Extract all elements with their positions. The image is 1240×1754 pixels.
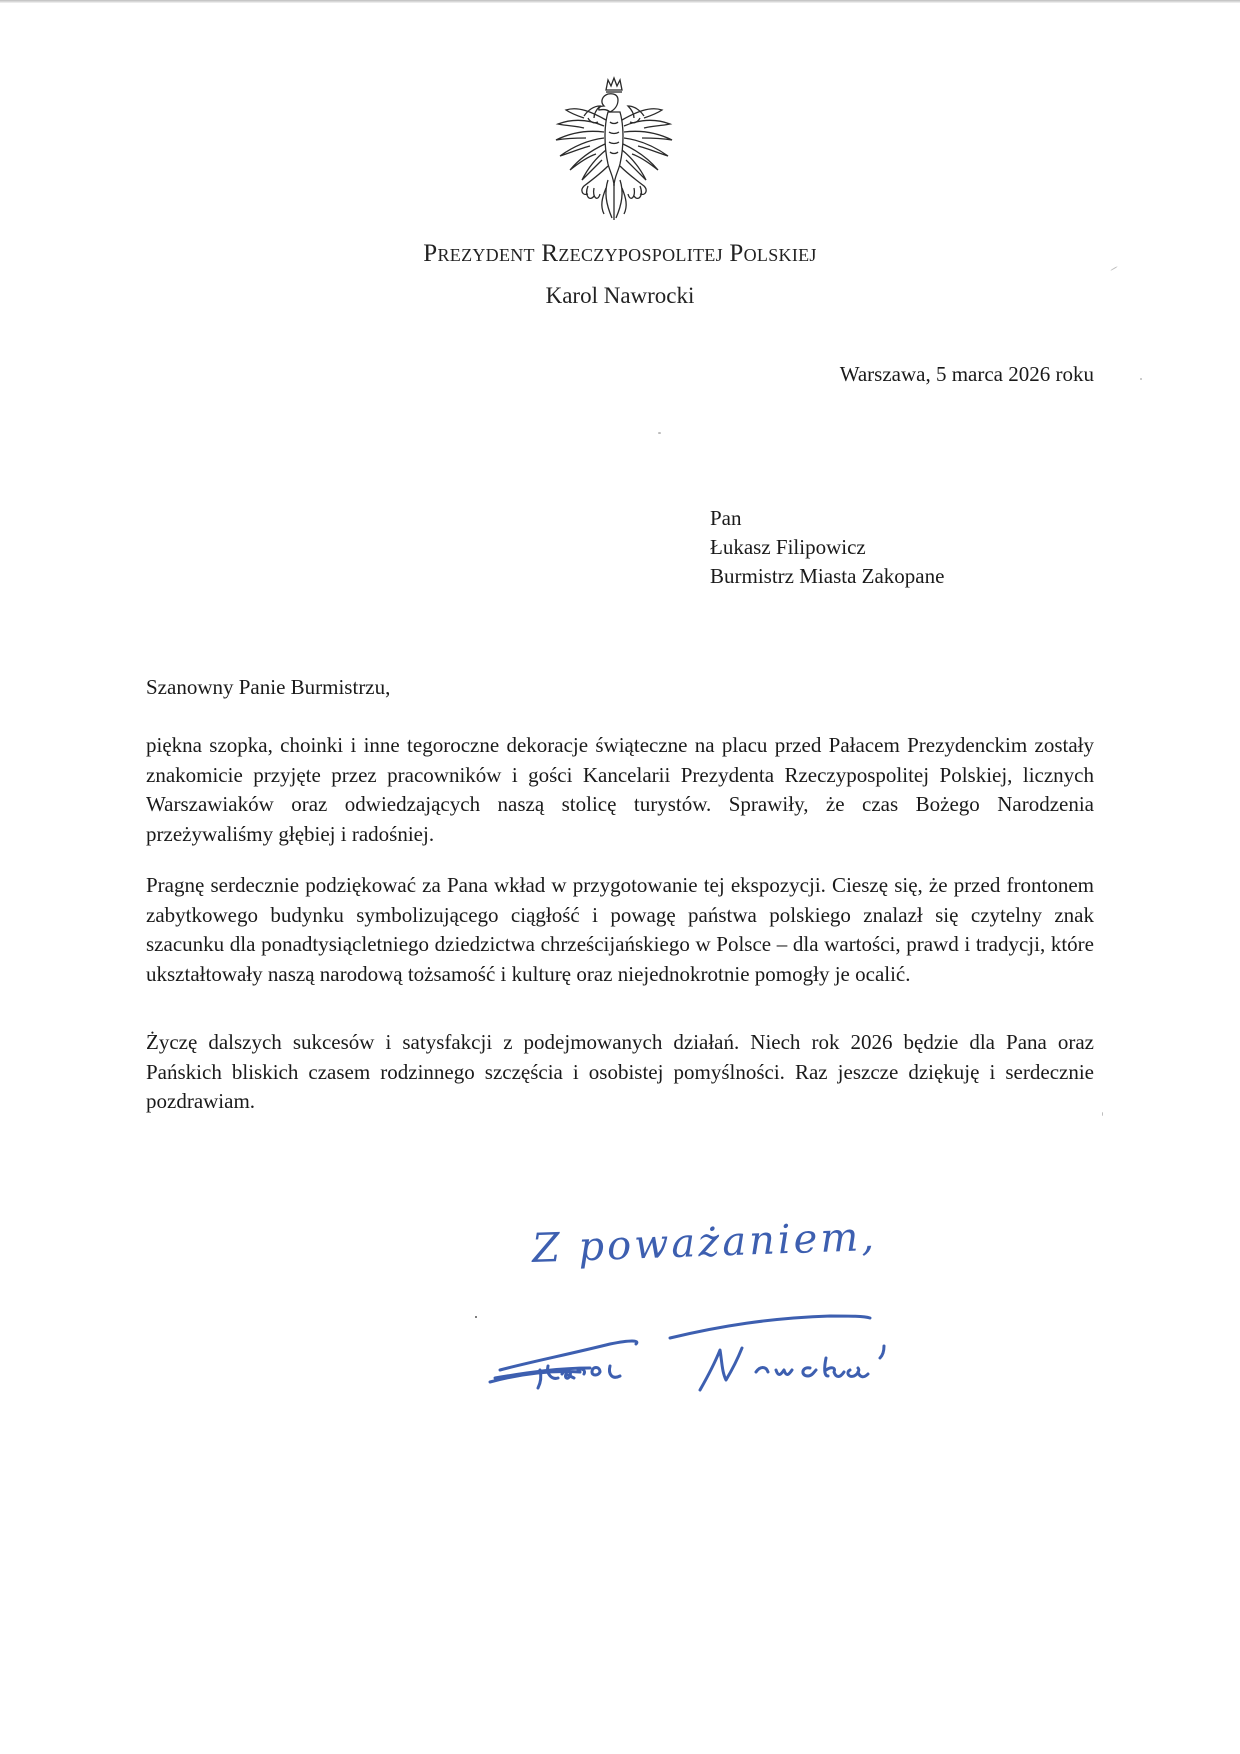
scan-speck <box>1140 378 1142 380</box>
body-paragraph: Życzę dalszych sukcesów i satysfakcji z podejmowanych działań. Niech rok 2026 będzie dla Pana oraz Pańskich bliskich czasem rodzinnego szczęścia i osobistej pomyślności. Raz jeszcze dziękuję i serdecznie pozdrawiam. <box>146 1030 1094 1113</box>
handwritten-closing: Z poważaniem, <box>531 1213 878 1272</box>
body-paragraph: piękna szopka, choinki i inne tegoroczne dekoracje świąteczne na placu przed Pałacem Prezydenckim zostały znakomicie przyjęte przez pracowników i gości Kancelarii Prezydenta Rzeczypospolitej Polskiej, licznych Warszawiaków oraz odwiedzających naszą stolicę turystów. Sprawiły, że czas Bożego Narodzenia przeżywaliśmy głębiej i radośniej. <box>146 733 1094 846</box>
salutation: Szanowny Panie Burmistrzu, <box>146 675 391 699</box>
letterhead-name: Karol Nawrocki <box>545 283 695 308</box>
place-date: Warszawa, 5 marca 2026 roku <box>839 362 1094 386</box>
scan-edge <box>0 0 1240 3</box>
polish-eagle-emblem-icon <box>548 76 680 222</box>
addressee-name: Łukasz Filipowicz <box>710 535 866 559</box>
scan-speck <box>1102 1112 1103 1116</box>
scan-speck <box>658 432 661 434</box>
addressee-position: Burmistrz Miasta Zakopane <box>710 564 945 588</box>
letterhead-title: Prezydent Rzeczypospolitej Polskiej <box>423 240 817 267</box>
addressee-honorific: Pan <box>710 506 742 530</box>
handwritten-signature <box>470 1222 950 1412</box>
addressee-block <box>710 504 944 591</box>
body-paragraph: Pragnę serdecznie podziękować za Pana wkład w przygotowanie tej ekspozycji. Cieszę się, że przed frontonem zabytkowego budynku symbolizującego ciągłość i powagę państwa polskiego znalazł się czytelny znak szacunku dla ponadtysiącletniego dziedzictwa chrześcijańskiego w Polsce – dla wartości, prawd i tradycji, które ukształtowały naszą narodową tożsamość i kulturę oraz niejednokrotnie pomogły je ocalić. <box>146 873 1094 986</box>
